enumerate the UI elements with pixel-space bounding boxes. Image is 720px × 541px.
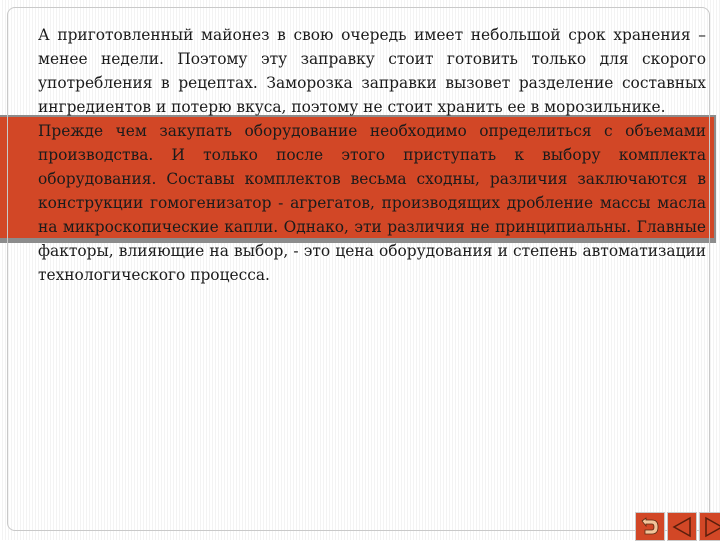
previous-slide-button[interactable] xyxy=(667,512,697,541)
paragraph-equipment: Прежде чем закупать оборудование необходимо определиться с объемами производства. И только после этого приступать к выбору комплекта оборудования. Составы комплектов весьма сходны, различия заключаются в конструкции гомогенизатор - агрегатов, производящих дробление массы масла на микроскопические капли. Однако, эти различия не принципиальны. Главные факторы, влияющие на выбор, - это цена оборудования и степень автоматизации технологического процесса. xyxy=(38,122,706,284)
triangle-right-icon xyxy=(703,516,720,538)
return-icon xyxy=(639,517,661,537)
triangle-left-icon xyxy=(671,516,693,538)
return-button[interactable] xyxy=(635,512,665,541)
slide-body xyxy=(38,23,706,287)
paragraph-storage: А приготовленный майонез в свою очередь имеет небольшой срок хранения – менее недели. Поэтому эту заправку стоит готовить только для скорого употребления в рецептах. Заморозка заправки вызовет разделение составных ингредиентов и потерю вкуса, поэтому не стоит хранить ее в морозильнике. xyxy=(38,26,706,116)
next-slide-button[interactable] xyxy=(699,512,720,541)
